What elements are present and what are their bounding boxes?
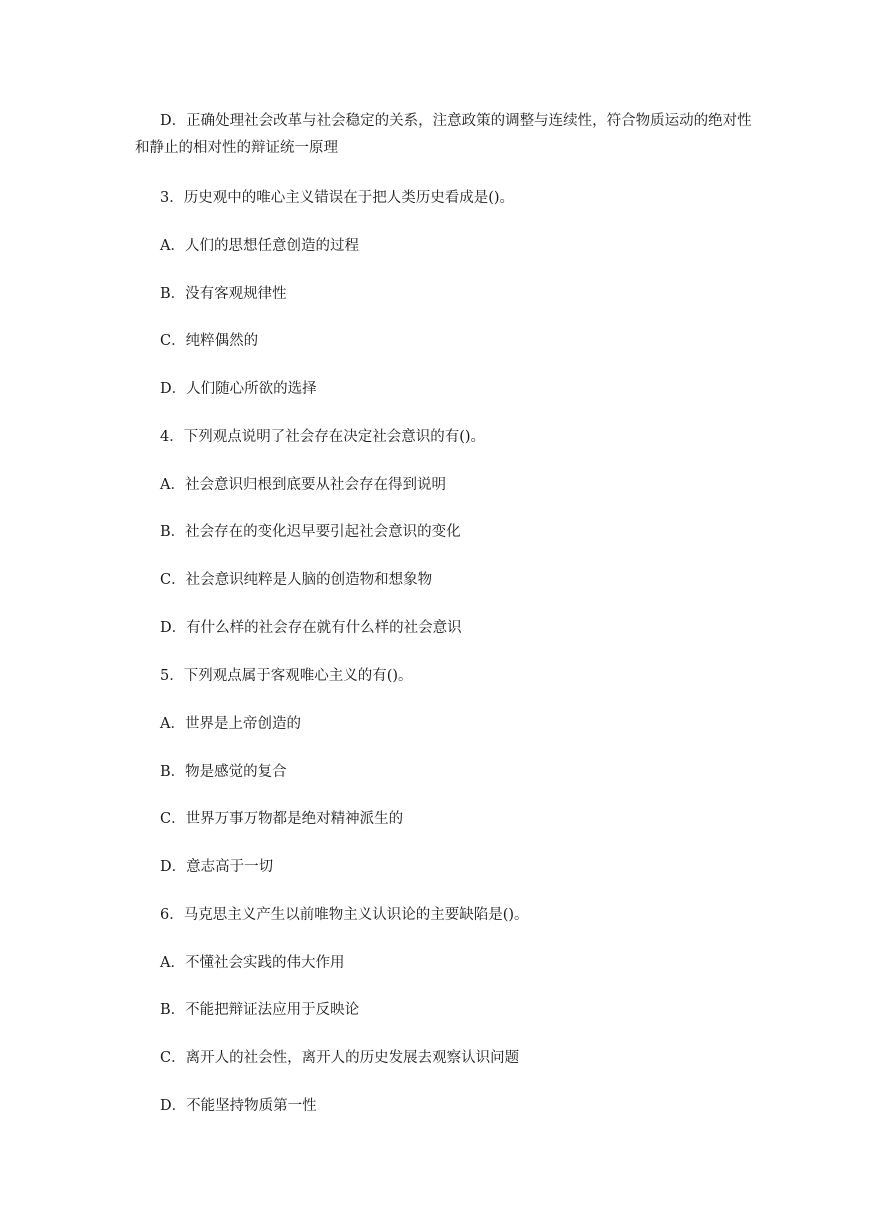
question-4-option-b: B．社会存在的变化迟早要引起社会意识的变化	[160, 524, 461, 540]
question-5-option-c: C．世界万事万物都是绝对精神派生的	[160, 811, 404, 827]
question-5-option-b: B．物是感觉的复合	[160, 764, 287, 780]
question-5-stem: 5．下列观点属于客观唯心主义的有()。	[160, 668, 413, 684]
question-4-stem: 4．下列观点说明了社会存在决定社会意识的有()。	[160, 429, 486, 445]
question-4-option-a: A．社会意识归根到底要从社会存在得到说明	[160, 477, 446, 493]
question-6-option-b: B．不能把辩证法应用于反映论	[160, 1002, 360, 1018]
question-3-option-c: C．纯粹偶然的	[160, 333, 259, 349]
question-5-option-a: A．世界是上帝创造的	[160, 716, 301, 732]
question-3-option-d: D．人们随心所欲的选择	[160, 381, 317, 397]
question-6-stem: 6．马克思主义产生以前唯物主义认识论的主要缺陷是()。	[160, 907, 529, 923]
question-6-option-c: C．离开人的社会性，离开人的历史发展去观察认识问题	[160, 1050, 520, 1066]
question-3-option-a: A．人们的思想任意创造的过程	[160, 238, 359, 254]
intro-option-d: D．正确处理社会改革与社会稳定的关系，注意政策的调整与连续性，符合物质运动的绝对性和静止的相对性的辩证统一原理	[135, 113, 752, 156]
question-6-option-a: A．不懂社会实践的伟大作用	[160, 955, 345, 971]
question-3-option-b: B．没有客观规律性	[160, 286, 287, 302]
question-4-option-c: C．社会意识纯粹是人脑的创造物和想象物	[160, 572, 433, 588]
question-6-option-d: D．不能坚持物质第一性	[160, 1098, 317, 1114]
question-5-option-d: D．意志高于一切	[160, 859, 274, 875]
question-4-option-d: D．有什么样的社会存在就有什么样的社会意识	[160, 620, 462, 636]
question-3-stem: 3．历史观中的唯心主义错误在于把人类历史看成是()。	[160, 190, 515, 206]
